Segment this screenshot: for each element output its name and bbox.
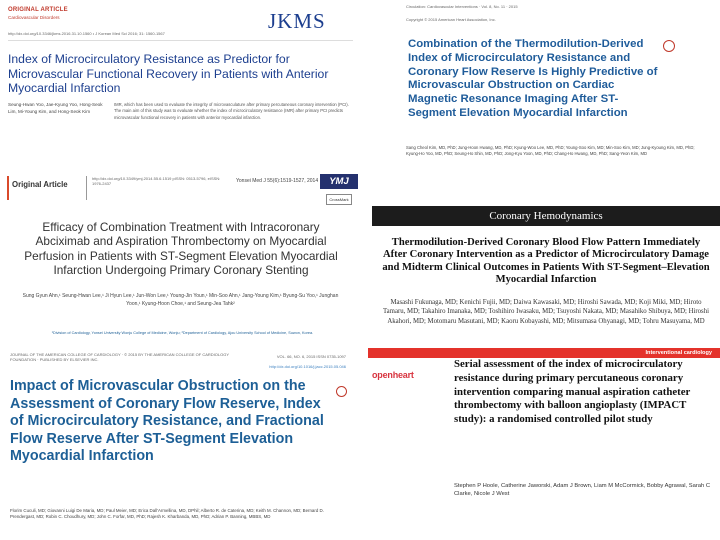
article-type-label: ORIGINAL ARTICLE	[8, 7, 68, 13]
openheart-logo: openheart	[372, 370, 414, 380]
article-ymj	[0, 172, 360, 340]
article-jacc	[0, 340, 360, 540]
article-title: Efficacy of Combination Treatment with Intracoronary Abciximab and Aspiration Thrombectomy on Myocardial Perfusion in Patients with ST-Segment Elevation Myocardial Infarction Undergoing Primary Coronary Stenting	[24, 220, 338, 278]
citation-meta: http://dx.doi.org/10.3346/jkms.2016.31.10.1560 • J Korean Med Sci 2016; 31: 1560-1567	[8, 31, 165, 36]
divider	[8, 40, 353, 41]
accent-bar	[7, 176, 9, 200]
author-list: Stephen P Hoole, Catherine Jaworski, Adam J Brown, Liam M McCormick, Bobby Agrawal, Sarah C Clarke, Nicole J West	[454, 483, 711, 497]
volume-meta: VOL. 66, NO. 6, 2015 ISSN 0735-1097	[276, 354, 346, 359]
crossmark-badge: CrossMark	[326, 194, 352, 205]
abstract-text: IMR, which has been used to evaluate the integrity of microvasculature after primary percutaneous coronary intervention (PCI). The main aim of this study was to evaluate whether the index of microcirculatory resistance (IMR) after primary PCI predicts microvascular functional recovery in patients with anterior myocardial infarction.	[114, 102, 349, 120]
doi-meta: http://dx.doi.org/10.3349/ymj.2014.55.6.1519 pISSN: 0513-5796, eISSN: 1976-2437	[92, 176, 221, 186]
divider	[86, 176, 87, 200]
copyright-meta: Copyright © 2015 American Heart Association, Inc.	[406, 17, 496, 22]
jkms-logo: JKMS	[268, 9, 326, 33]
ymj-logo: YMJ	[320, 174, 358, 189]
article-title: Impact of Microvascular Obstruction on the Assessment of Coronary Flow Reserve, Index of Microcirculatory Resistance, and Fractional Flow Reserve After ST-Segment Elevation Myocardial Infarction	[10, 378, 324, 465]
article-type-label: Original Article	[12, 180, 68, 189]
journal-reference: Yonsei Med J 55(6):1519-1527, 2014	[236, 178, 319, 184]
crossmark-icon	[663, 40, 675, 52]
affiliation: ¹Division of Cardiology, Yonsei University Wonju College of Medicine, Wonju; ²Department of Cardiology, Ajou University School of Medicine, Suwon, Korea.	[51, 331, 314, 335]
author-list: Florim Cuculi, MD; Giovanni Luigi De Maria, MD; Paul Meier, MD; Erica Dall'Armellina, MD, DPhil; Alberto R. de Caterina, MD; Keith M. Channon, MD; Bernard D. Prendergast, MD; Robin C. Choudhury, MD; John C. Forfar, MD, PhD; Rajesh K. Kharbanda, MD, PhD; Adrian P. Banning, MBBS, MD	[10, 508, 324, 520]
journal-meta: JOURNAL OF THE AMERICAN COLLEGE OF CARDIOLOGY · © 2015 BY THE AMERICAN COLLEGE OF CARDIOLOGY FOUNDATION · PUBLISHED BY ELSEVIER INC.	[10, 352, 229, 362]
category-bar	[368, 348, 720, 358]
article-title: Combination of the Thermodilution-Derived Index of Microcirculatory Resistance and Coronary Flow Reserve Is Highly Predictive of Microvascular Obstruction on Cardiac Magnetic Resonance Imaging After ST-Segment Elevation Myocardial Infarction	[408, 38, 658, 119]
article-openheart	[368, 348, 720, 540]
doi-link[interactable]: http://dx.doi.org/10.1016/j.jacc.2015.05.046	[269, 364, 346, 369]
category-label: Interventional cardiology	[645, 349, 712, 356]
author-list: Seung-Hwan Yoo, Jae-Kyung Yoo, Hong-Seok Lim, Mi-Young Kim, and Hong-Seok Kim	[8, 102, 103, 114]
section-label: Cardiovascular Disorders	[8, 15, 60, 20]
author-list: Sang Cheol Kim, MD, PhD; Jung-Hoon Hwang, MD, PhD; Kyung-Woo Lee, MD, PhD; Young-Soo Kim, MD; Min-Soo Kim, MD; Jung-Kyoung Kim, MD, PhD; Kyung-Ho Yoo, MD, PhD; Seung-Ho Shin, MD, PhD; Jong-Kyu Yoon, MD, PhD; Chang-Ho Hwang, MD, PhD; Sang-Yeon Kim, MD	[406, 145, 695, 156]
article-title: Thermodilution-Derived Coronary Blood Flow Pattern Immediately After Coronary Intervention as a Predictor of Microcirculatory Damage and Midterm Clinical Outcomes in Patients With ST-Segment–Elevation Myocardial Infarction	[382, 237, 710, 286]
article-title: Serial assessment of the index of microcirculatory resistance during primary percutaneous coronary intervention comparing manual aspiration catheter thrombectomy with balloon angioplasty (IMPACT study): a randomised controlled pilot study	[454, 358, 691, 426]
section-header: Coronary Hemodynamics	[372, 206, 720, 226]
author-list: Sung Gyun Ahn,¹ Seung-Hwan Lee,¹ Ji Hyun Lee,¹ Jun-Won Lee,¹ Young-Jin Youn,¹ Min-Soo Ahn,¹ Jang-Young Kim,¹ Byung-Su Yoo,¹ Junghan Yoon,¹ Kyung-Hoon Choe,¹ and Seung-Jea Tahk²	[22, 293, 339, 307]
crossmark-icon	[336, 386, 347, 397]
article-circulation	[386, 0, 720, 200]
article-jkms	[0, 0, 360, 172]
journal-meta: Circulation: Cardiovascular Interventions · Vol. 8, No. 11 · 2015	[406, 4, 518, 9]
author-list: Masashi Fukunaga, MD; Kenichi Fujii, MD; Daiwa Kawasaki, MD; Hiroshi Sawada, MD; Koji Miki, MD; Hiroto Tamaru, MD; Takahiro Imanaka, MD; Toshihiro Iwasaku, MD; Tsuyoshi Nakata, MD; Masahiko Shibuya, MD; Hiroshi Akahori, MD; Motomaru Masutani, MD; Kaoru Kobayashi, MD; Mitsumasa Ohyanagi, MD; Tohru Masuyama, MD	[382, 299, 709, 325]
article-coronary-hemodynamics	[368, 200, 720, 348]
article-title: Index of Microcirculatory Resistance as Predictor for Microvascular Functional Recovery in Patients with Anterior Myocardial Infarction	[8, 52, 329, 95]
